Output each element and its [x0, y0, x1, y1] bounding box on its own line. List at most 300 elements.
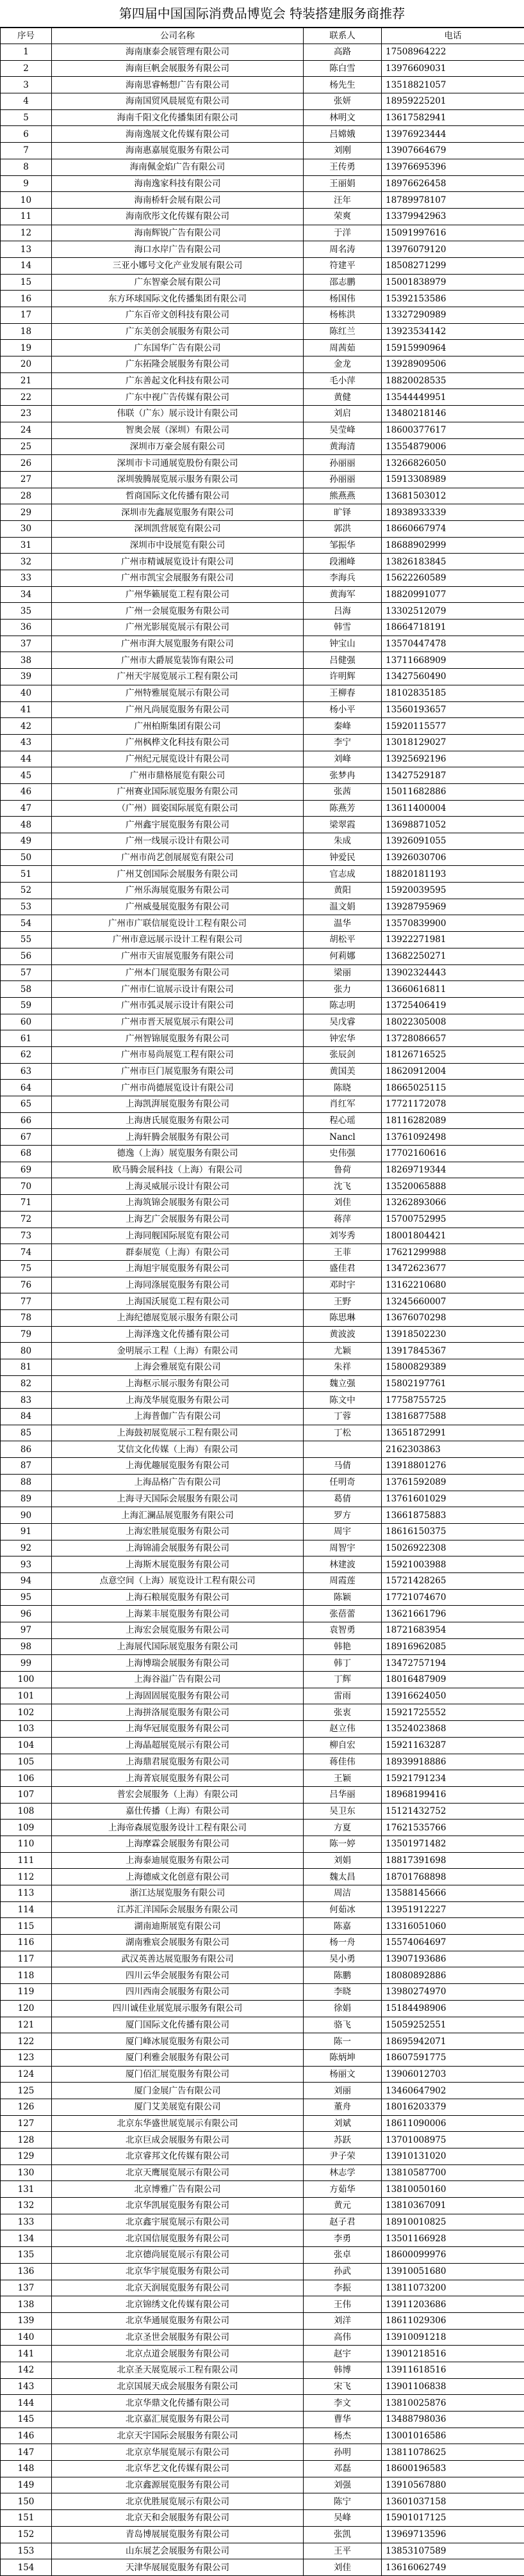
cell-phone: 15001838979 [382, 274, 524, 291]
cell-company: 北京优胜展览展示有限公司 [52, 2493, 304, 2510]
cell-index: 141 [1, 2346, 52, 2362]
cell-company: 厦门佰汇展览服务有限公司 [52, 2066, 304, 2083]
cell-company: 上海优趣展览服务有限公司 [52, 1458, 304, 1475]
cell-contact: 韩丁 [304, 1655, 382, 1672]
cell-contact: 杨小平 [304, 701, 382, 718]
cell-company: 广州天宇展览展示工程有限公司 [52, 669, 304, 685]
table-row [1, 1293, 524, 1310]
cell-company: 北京鑫源展览服务有限公司 [52, 2477, 304, 2493]
cell-contact: 郭洪 [304, 520, 382, 537]
cell-phone: 13810025876 [382, 2395, 524, 2412]
cell-phone: 13926091055 [382, 833, 524, 850]
cell-phone: 17621299988 [382, 1244, 524, 1261]
cell-contact: 李海兵 [304, 570, 382, 587]
cell-company: 北京京华展览展示有限公司 [52, 2444, 304, 2461]
cell-index: 153 [1, 2543, 52, 2559]
cell-index: 71 [1, 1195, 52, 1212]
table-row [1, 1852, 524, 1869]
cell-company: 北京睿邦文化传媒有限公司 [52, 2148, 304, 2165]
cell-company: 广州市易尚展览工程有限公司 [52, 1046, 304, 1063]
table-row [1, 1359, 524, 1376]
cell-phone: 13570447478 [382, 636, 524, 652]
cell-phone: 18938933339 [382, 504, 524, 521]
cell-index: 140 [1, 2329, 52, 2346]
table-row [1, 1836, 524, 1852]
cell-company: 上海晶超展览展示有限公司 [52, 1737, 304, 1754]
table-row [1, 948, 524, 964]
cell-phone: 18664718191 [382, 620, 524, 636]
cell-index: 132 [1, 2198, 52, 2214]
cell-company: 北京华凯展览服务有限公司 [52, 2198, 304, 2214]
cell-contact: 陈红兰 [304, 323, 382, 340]
cell-company: 海南康泰会展管理有限公司 [52, 44, 304, 61]
cell-contact: 梁丽 [304, 964, 382, 981]
cell-contact: 刘峰 [304, 751, 382, 767]
table-row [1, 471, 524, 488]
cell-contact: 刘刚 [304, 143, 382, 159]
table-row [1, 767, 524, 784]
cell-contact: 周茜茹 [304, 340, 382, 356]
cell-company: 上海泽逸文化传播有限公司 [52, 1326, 304, 1343]
cell-phone: 13910091218 [382, 2329, 524, 2346]
cell-contact: 林建波 [304, 1556, 382, 1573]
table-row [1, 2559, 524, 2576]
cell-company: 厦门国际文化传播有限公司 [52, 2017, 304, 2033]
table-row [1, 2083, 524, 2099]
cell-contact: 周洁 [304, 1885, 382, 1902]
table-row [1, 2099, 524, 2115]
cell-company: 上海汇澜品展览服务有限公司 [52, 1507, 304, 1524]
cell-index: 103 [1, 1721, 52, 1738]
cell-phone: 18695942071 [382, 2033, 524, 2050]
table-row [1, 225, 524, 241]
cell-index: 12 [1, 225, 52, 241]
table-row [1, 751, 524, 767]
cell-contact: 史伟强 [304, 1146, 382, 1162]
cell-index: 48 [1, 817, 52, 833]
cell-company: 金明展示工程（上海）有限公司 [52, 1343, 304, 1359]
cell-contact: 陈颖 [304, 1589, 382, 1606]
cell-contact: 陈白雪 [304, 60, 382, 77]
cell-company: 点意空间（上海）展览设计工程有限公司 [52, 1572, 304, 1589]
cell-index: 30 [1, 520, 52, 537]
table-row [1, 1688, 524, 1704]
cell-company: 广州市尚艺创展展览有限公司 [52, 849, 304, 866]
cell-index: 11 [1, 208, 52, 225]
cell-phone: 18600196583 [382, 2461, 524, 2477]
table-row [1, 323, 524, 340]
cell-company: 北京博雅广告有限公司 [52, 2181, 304, 2198]
cell-phone: 13427560490 [382, 669, 524, 685]
cell-index: 54 [1, 915, 52, 932]
cell-contact: 张力 [304, 981, 382, 998]
cell-company: 东方环球国际文化传播集团有限公司 [52, 291, 304, 307]
cell-contact: 朱成 [304, 833, 382, 850]
table-row [1, 1129, 524, 1146]
table-row [1, 2461, 524, 2477]
cell-phone: 13660616811 [382, 981, 524, 998]
table-row [1, 1655, 524, 1672]
cell-company: 德逸（上海）展览服务有限公司 [52, 1146, 304, 1162]
cell-phone: 13816877588 [382, 1409, 524, 1425]
cell-index: 116 [1, 1935, 52, 1951]
cell-index: 120 [1, 2000, 52, 2017]
table-row [1, 1326, 524, 1343]
cell-index: 75 [1, 1260, 52, 1277]
cell-contact: 吴莹峰 [304, 422, 382, 438]
cell-contact: 任明奇 [304, 1474, 382, 1491]
table-row [1, 1260, 524, 1277]
cell-company: 广州市广联信展览设计工程有限公司 [52, 915, 304, 932]
cell-phone: 13001016586 [382, 2428, 524, 2444]
cell-index: 104 [1, 1737, 52, 1754]
cell-company: 上海茂华展览服务有限公司 [52, 1392, 304, 1409]
table-row [1, 406, 524, 422]
cell-company: 上海旭宇展览服务有限公司 [52, 1260, 304, 1277]
cell-phone: 13162210680 [382, 1277, 524, 1293]
cell-phone: 13728086657 [382, 1030, 524, 1047]
cell-company: 海南惠嘉展览服务有限公司 [52, 143, 304, 159]
cell-contact: 金龙 [304, 356, 382, 373]
cell-contact: 雷雨 [304, 1688, 382, 1704]
table-row [1, 1375, 524, 1392]
cell-company: 广州纪元展览设计有限公司 [52, 751, 304, 767]
table-row [1, 1441, 524, 1458]
table-row [1, 1967, 524, 1984]
cell-phone: 15802197761 [382, 1375, 524, 1392]
table-row [1, 2148, 524, 2165]
cell-phone: 18665025115 [382, 1080, 524, 1096]
cell-contact: 刘强 [304, 2477, 382, 2493]
cell-contact: 盛佳君 [304, 1260, 382, 1277]
cell-contact: 黄国美 [304, 1063, 382, 1080]
cell-phone: 15921791234 [382, 1770, 524, 1787]
table-row [1, 1672, 524, 1688]
cell-phone: 18701768898 [382, 1869, 524, 1885]
cell-index: 117 [1, 1951, 52, 1967]
cell-phone: 13902324443 [382, 964, 524, 981]
cell-company: 深圳市先鑫展览服务有限公司 [52, 504, 304, 521]
cell-contact: 朱祥 [304, 1359, 382, 1376]
cell-contact: 陈鹏 [304, 1967, 382, 1984]
cell-company: 上海鼓初展览展示工程有限公司 [52, 1425, 304, 1441]
cell-phone: 18116282089 [382, 1112, 524, 1129]
cell-company: 海南千阳文化传播集团有限公司 [52, 109, 304, 126]
cell-index: 9 [1, 175, 52, 192]
cell-contact: 魏太昌 [304, 1869, 382, 1885]
cell-index: 19 [1, 340, 52, 356]
cell-index: 93 [1, 1556, 52, 1573]
table-row [1, 44, 524, 61]
cell-phone: 13554879006 [382, 438, 524, 455]
cell-phone: 13761601029 [382, 1491, 524, 1507]
cell-phone: 15915990964 [382, 340, 524, 356]
cell-contact: 周名涛 [304, 241, 382, 258]
table-row [1, 981, 524, 998]
cell-contact: 高路 [304, 44, 382, 61]
cell-phone: 13976923444 [382, 126, 524, 143]
cell-company: 广州光影展览展示有限公司 [52, 620, 304, 636]
table-row [1, 1885, 524, 1902]
cell-company: 海南佩金焰广告有限公司 [52, 159, 304, 175]
cell-index: 8 [1, 159, 52, 175]
cell-phone: 13907193686 [382, 1951, 524, 1967]
cell-index: 29 [1, 504, 52, 521]
cell-phone: 13922271981 [382, 932, 524, 948]
cell-index: 6 [1, 126, 52, 143]
cell-index: 82 [1, 1375, 52, 1392]
cell-contact: 张卓 [304, 2247, 382, 2264]
cell-index: 61 [1, 1030, 52, 1047]
cell-contact: 骆飞 [304, 2017, 382, 2033]
cell-contact: 许明辉 [304, 669, 382, 685]
table-row [1, 1786, 524, 1803]
cell-company: 北京国展天成会展服务有限公司 [52, 2378, 304, 2395]
cell-phone: 15121432752 [382, 1803, 524, 1820]
cell-contact: 邓磊 [304, 2461, 382, 2477]
cell-company: 北京天宇国际会展服务有限公司 [52, 2428, 304, 2444]
table-row [1, 1622, 524, 1639]
table-row [1, 1096, 524, 1113]
table-row [1, 77, 524, 93]
cell-company: 上海固固展览服务有限公司 [52, 1688, 304, 1704]
cell-index: 38 [1, 652, 52, 669]
table-header-row [1, 28, 524, 44]
cell-index: 91 [1, 1523, 52, 1540]
table-row [1, 1935, 524, 1951]
cell-contact: 李宁 [304, 734, 382, 751]
cell-company: 北京点道会展服务有限公司 [52, 2346, 304, 2362]
cell-index: 129 [1, 2148, 52, 2165]
table-row [1, 915, 524, 932]
table-row [1, 1162, 524, 1178]
cell-contact: 陈一 [304, 2033, 382, 2050]
cell-contact: 杨国伟 [304, 291, 382, 307]
cell-contact: 陈文中 [304, 1392, 382, 1409]
table-row [1, 718, 524, 735]
cell-phone: 13853107589 [382, 2543, 524, 2559]
table-row [1, 2164, 524, 2181]
cell-company: 广东拓隆会展服务有限公司 [52, 356, 304, 373]
cell-company: 艾信文化传媒（上海）有限公司 [52, 1441, 304, 1458]
cell-phone: 18600099976 [382, 2247, 524, 2264]
cell-phone: 13302512079 [382, 603, 524, 620]
cell-company: 海南欣彤文化传媒有限公司 [52, 208, 304, 225]
cell-phone: 18789978107 [382, 192, 524, 209]
cell-phone: 18939918886 [382, 1754, 524, 1770]
cell-contact: 荣爽 [304, 208, 382, 225]
table-row [1, 1309, 524, 1326]
table-row [1, 1803, 524, 1820]
cell-contact: 张梦冉 [304, 767, 382, 784]
cell-company: 上海同舰国际展览有限公司 [52, 1228, 304, 1244]
table-row [1, 143, 524, 159]
cell-company: 上海菁宸展览服务有限公司 [52, 1770, 304, 1787]
cell-index: 89 [1, 1491, 52, 1507]
cell-phone: 13245660007 [382, 1293, 524, 1310]
cell-company: 武汉英善达展览服务有限公司 [52, 1951, 304, 1967]
cell-company: 上海寻天国际会展服务有限公司 [52, 1491, 304, 1507]
cell-phone: 18102835185 [382, 685, 524, 701]
cell-index: 49 [1, 833, 52, 850]
cell-phone: 15800829389 [382, 1359, 524, 1376]
cell-index: 131 [1, 2181, 52, 2198]
table-body [1, 44, 524, 2576]
cell-phone: 13811078625 [382, 2444, 524, 2461]
cell-index: 65 [1, 1096, 52, 1113]
cell-company: 广州威曼展览服务有限公司 [52, 899, 304, 915]
cell-index: 63 [1, 1063, 52, 1080]
cell-contact [304, 1441, 382, 1458]
table-row [1, 1046, 524, 1063]
cell-phone: 13826183845 [382, 554, 524, 570]
cell-index: 83 [1, 1392, 52, 1409]
cell-phone: 13911203686 [382, 2296, 524, 2313]
cell-phone: 13676070298 [382, 1309, 524, 1326]
cell-company: 广州市凯宝会展服务有限公司 [52, 570, 304, 587]
table-row [1, 537, 524, 554]
cell-company: 广州市弧灵展示设计有限公司 [52, 997, 304, 1014]
cell-company: 北京华鼎文化传播有限公司 [52, 2395, 304, 2412]
cell-contact: 孙明 [304, 2444, 382, 2461]
cell-phone: 18820181193 [382, 866, 524, 883]
cell-company: 上海会雅展览有限公司 [52, 1359, 304, 1376]
table-row [1, 1770, 524, 1787]
table-row [1, 2066, 524, 2083]
cell-phone: 13560193657 [382, 701, 524, 718]
cell-contact: 袁智勇 [304, 1622, 382, 1639]
cell-phone: 13976079120 [382, 241, 524, 258]
cell-phone: 18616150375 [382, 1523, 524, 1540]
cell-contact: 黄健 [304, 389, 382, 406]
table-row [1, 438, 524, 455]
table-row [1, 817, 524, 833]
cell-contact: 钟爱民 [304, 849, 382, 866]
cell-contact: 王野 [304, 1293, 382, 1310]
cell-contact: 秦峰 [304, 718, 382, 735]
cell-phone: 13907664679 [382, 143, 524, 159]
table-row [1, 2049, 524, 2066]
cell-phone: 13480218146 [382, 406, 524, 422]
cell-index: 1 [1, 44, 52, 61]
cell-company: 哲商国际文化传播有限公司 [52, 488, 304, 504]
cell-phone: 18688902999 [382, 537, 524, 554]
cell-contact: 熊燕燕 [304, 488, 382, 504]
table-row [1, 1951, 524, 1967]
cell-company: 广州市仁谊展示设计有限公司 [52, 981, 304, 998]
cell-contact: 陈晓 [304, 1080, 382, 1096]
cell-phone: 18611090006 [382, 2115, 524, 2132]
table-row [1, 1606, 524, 1622]
cell-company: 江苏汇洋国际会展服务有限公司 [52, 1901, 304, 1918]
table-row [1, 1014, 524, 1030]
cell-company: 上海泰迪展览服务有限公司 [52, 1852, 304, 1869]
table-row [1, 60, 524, 77]
cell-contact: 刘启 [304, 406, 382, 422]
cell-contact: 刘娟 [304, 1852, 382, 1869]
cell-index: 28 [1, 488, 52, 504]
cell-index: 77 [1, 1293, 52, 1310]
cell-contact: 高伟 [304, 2329, 382, 2346]
table-row [1, 1112, 524, 1129]
cell-index: 90 [1, 1507, 52, 1524]
table-row [1, 734, 524, 751]
table-row [1, 783, 524, 800]
cell-contact: 杨栋洪 [304, 307, 382, 324]
cell-index: 81 [1, 1359, 52, 1376]
cell-company: 四川诚佳业展览展示服务有限公司 [52, 2000, 304, 2017]
cell-contact: 刘洋 [304, 2312, 382, 2329]
cell-index: 55 [1, 932, 52, 948]
cell-contact: 刘佳 [304, 2559, 382, 2576]
table-row [1, 1244, 524, 1261]
cell-index: 112 [1, 1869, 52, 1885]
cell-index: 80 [1, 1343, 52, 1359]
table-row [1, 2115, 524, 2132]
cell-contact: 王柳春 [304, 685, 382, 701]
cell-phone: 13910567880 [382, 2477, 524, 2493]
cell-index: 86 [1, 1441, 52, 1458]
cell-company: 广州本门展览服务有限公司 [52, 964, 304, 981]
cell-phone: 13651872991 [382, 1425, 524, 1441]
cell-company: 上海展代国际展览服务有限公司 [52, 1638, 304, 1655]
cell-company: 群泰展览（上海）有限公司 [52, 1244, 304, 1261]
cell-phone: 13901218516 [382, 2346, 524, 2362]
cell-index: 79 [1, 1326, 52, 1343]
cell-company: 上海斯木展览服务有限公司 [52, 1556, 304, 1573]
table-row [1, 849, 524, 866]
cell-company: 北京国信展览服务有限公司 [52, 2230, 304, 2247]
cell-contact: 黄阳 [304, 883, 382, 899]
cell-index: 35 [1, 603, 52, 620]
table-row [1, 208, 524, 225]
cell-contact: 李文 [304, 2395, 382, 2412]
cell-index: 59 [1, 997, 52, 1014]
cell-phone: 13901106838 [382, 2378, 524, 2395]
table-row [1, 1392, 524, 1409]
table-row [1, 307, 524, 324]
cell-company: 广州特雅展览展示有限公司 [52, 685, 304, 701]
table-row [1, 93, 524, 110]
cell-company: 深圳市卡司通展览股份有限公司 [52, 455, 304, 472]
table-row [1, 570, 524, 587]
table-row [1, 340, 524, 356]
cell-phone: 13501971482 [382, 1836, 524, 1852]
table-row [1, 2412, 524, 2428]
cell-contact: 宋飞 [304, 2378, 382, 2395]
cell-company: 上海唐氏展览服务有限公司 [52, 1112, 304, 1129]
cell-phone: 13682250271 [382, 948, 524, 964]
cell-phone: 15011682886 [382, 783, 524, 800]
table-row [1, 1178, 524, 1195]
table-row [1, 800, 524, 817]
cell-index: 118 [1, 1967, 52, 1984]
cell-phone: 2162303863 [382, 1441, 524, 1458]
table-row [1, 1721, 524, 1738]
cell-index: 20 [1, 356, 52, 373]
cell-index: 87 [1, 1458, 52, 1475]
cell-phone: 18001804421 [382, 1228, 524, 1244]
cell-company: 普宏会展服务（上海）有限公司 [52, 1786, 304, 1803]
cell-phone: 13460647902 [382, 2083, 524, 2099]
cell-company: 广州华籁展览工程有限公司 [52, 586, 304, 603]
cell-phone: 18910010825 [382, 2214, 524, 2230]
table-row [1, 274, 524, 291]
table-row [1, 1507, 524, 1524]
cell-contact: 孙丽丽 [304, 455, 382, 472]
cell-company: 广州智锦展览服务有限公司 [52, 1030, 304, 1047]
cell-phone: 13427529187 [382, 767, 524, 784]
